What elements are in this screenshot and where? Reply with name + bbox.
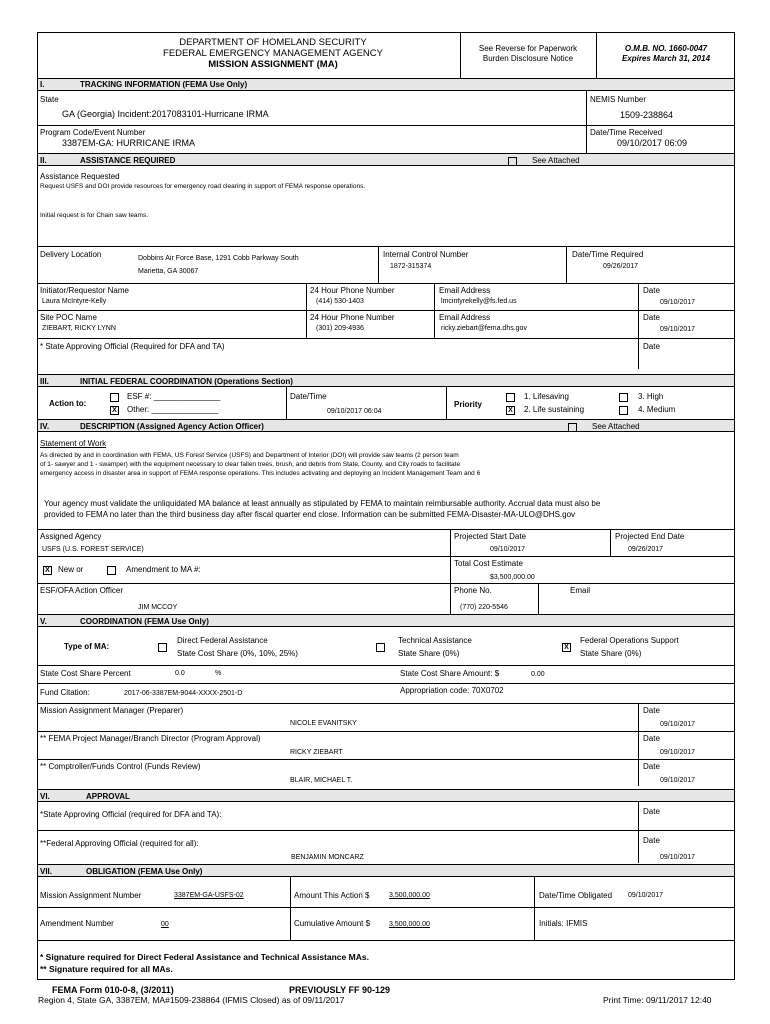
initiator-date-value: 09/10/2017 — [660, 299, 696, 306]
poc-date-value: 09/10/2017 — [660, 326, 696, 333]
section-vii-number: VII. — [40, 867, 53, 876]
sow-line1: As directed by and in coordination with FEMA, US Forest Service (USFS) and Department of Interior (DOI) will provide saw teams (2 person team — [40, 452, 459, 459]
cumulative-amount-value: 3,500,000.00 — [389, 921, 430, 928]
priority-high-label: 3. High — [638, 392, 664, 401]
section-i-title: TRACKING INFORMATION (FEMA Use Only) — [80, 80, 248, 89]
omb-expires: Expires March 31, 2014 — [621, 54, 711, 63]
section-iii-number: III. — [40, 377, 49, 386]
esf-checkbox[interactable] — [110, 393, 119, 402]
received-label: Date/Time Received — [590, 128, 663, 137]
total-cost-label: Total Cost Estimate — [454, 559, 523, 568]
icn-label: Internal Control Number — [383, 250, 469, 259]
program-value: 3387EM-GA: HURRICANE IRMA — [62, 138, 196, 148]
state-official-date-label: Date — [643, 342, 660, 351]
priority-high-checkbox[interactable] — [619, 393, 628, 402]
start-date-value: 09/10/2017 — [490, 546, 526, 553]
nemis-value: 1509-238864 — [620, 110, 674, 120]
ma-number-value: 3387EM-GA-USFS-02 — [174, 892, 244, 899]
priority-lifesustaining-checkbox[interactable] — [506, 406, 515, 415]
pm-date-value: 09/10/2017 — [660, 749, 696, 756]
cost-share-percent-value: 0.0 — [175, 670, 185, 677]
mam-label: Mission Assignment Manager (Preparer) — [40, 706, 184, 715]
initiator-email-value: lmcintyrekelly@fs.fed.us — [441, 298, 517, 305]
delivery-location-label: Delivery Location — [40, 250, 102, 259]
form-title: MISSION ASSIGNMENT (MA) — [208, 59, 338, 70]
state-official-label: * State Approving Official (Required for DFA and TA) — [40, 342, 225, 351]
total-cost-value: $3,500,000.00 — [490, 574, 535, 581]
fos-label-line1: Federal Operations Support — [580, 636, 679, 645]
appropriation-code: Appropriation code: 70X0702 — [400, 686, 504, 695]
ma-number-label: Mission Assignment Number — [40, 891, 142, 900]
ta-label-line1: Technical Assistance — [398, 636, 472, 645]
date-obligated-label: Date/Time Obligated — [539, 891, 613, 900]
omb-number: O.M.B. NO. 1660-0047 — [624, 44, 708, 53]
priority-medium-checkbox[interactable] — [619, 406, 628, 415]
region-line: Region 4, State GA, 3387EM, MA#1509-238864 (IFMIS Closed) as of 09/11/2017 — [38, 995, 345, 1005]
section-iv-number: IV. — [40, 422, 50, 431]
comptroller-label: ** Comptroller/Funds Control (Funds Review) — [40, 762, 201, 771]
priority-label: Priority — [454, 400, 483, 409]
pm-label: ** FEMA Project Manager/Branch Director (Program Approval) — [40, 734, 261, 743]
program-label: Program Code/Event Number — [40, 128, 146, 137]
assigned-agency-value: USFS (U.S. FOREST SERVICE) — [42, 546, 144, 553]
section-vi-header — [38, 789, 734, 802]
priority-medium-label: 4. Medium — [638, 405, 676, 414]
pm-date-label: Date — [643, 734, 660, 743]
sow-line2: of 1- sawyer and 1 - swamper) with the equipment necessary to clear fallen trees, brush, and debris from State, County, and City roads to facilitate — [40, 461, 461, 468]
dfa-checkbox[interactable] — [158, 643, 167, 652]
fund-citation-value: 2017-06-3387EM-9044-XXXX-2501-D — [124, 690, 243, 697]
action-officer-value: JIM MCCOY — [138, 604, 178, 611]
date-required-label: Date/Time Required — [572, 250, 644, 259]
dfa-label-line1: Direct Federal Assistance — [177, 636, 268, 645]
state-approving-date-label: Date — [643, 807, 660, 816]
cost-share-percent-label: State Cost Share Percent — [40, 669, 131, 678]
header-dept: DEPARTMENT OF HOMELAND SECURITY — [179, 37, 367, 48]
pm-value: RICKY ZIEBART — [290, 749, 343, 756]
new-ma-label: New or — [58, 565, 84, 574]
fos-checkbox[interactable] — [562, 643, 571, 652]
state-label: State — [40, 95, 59, 104]
new-ma-checkbox[interactable] — [43, 566, 52, 575]
section-ii-title: ASSISTANCE REQUIRED — [80, 156, 176, 165]
initials-label: Initials: IFMIS — [539, 919, 588, 928]
amount-action-label: Amount This Action $ — [294, 891, 370, 900]
assistance-requested-label: Assistance Requested — [40, 172, 120, 181]
end-date-value: 09/26/2017 — [628, 546, 664, 553]
header-agency: FEDERAL EMERGENCY MANAGEMENT AGENCY — [163, 48, 383, 59]
sow-label: Statement of Work — [40, 439, 107, 448]
poc-email-value: ricky.ziebart@fema.dhs.gov — [441, 325, 527, 332]
site-poc-label: Site POC Name — [40, 313, 97, 322]
officer-phone-value: (770) 220-5546 — [460, 604, 508, 611]
amendment-number-value: 00 — [161, 921, 169, 928]
amount-action-value: 3,500,000.00 — [389, 892, 430, 899]
icn-value: 1872-315374 — [390, 263, 432, 270]
cost-share-percent-sign: % — [215, 670, 222, 677]
initiator-email-label: Email Address — [439, 286, 491, 295]
federal-approving-label: **Federal Approving Official (required for all): — [40, 839, 199, 848]
end-date-label: Projected End Date — [615, 532, 685, 541]
priority-lifesustaining-label: 2. Life sustaining — [524, 405, 585, 414]
cost-share-amount-label: State Cost Share Amount: $ — [400, 669, 500, 678]
state-approving-label: *State Approving Official (required for DFA and TA): — [40, 810, 222, 819]
description-see-attached-checkbox[interactable] — [568, 423, 577, 432]
federal-approving-date-label: Date — [643, 836, 660, 845]
start-date-label: Projected Start Date — [454, 532, 527, 541]
poc-phone-label: 24 Hour Phone Number — [310, 313, 395, 322]
poc-email-label: Email Address — [439, 313, 491, 322]
initiator-date-label: Date — [643, 286, 660, 295]
officer-phone-label: Phone No. — [454, 586, 492, 595]
other-label: Other: _______________ — [127, 405, 219, 414]
federal-approving-date-value: 09/10/2017 — [660, 854, 696, 861]
date-required-value: 09/26/2017 — [603, 263, 639, 270]
initiator-value: Laura McIntyre-Kelly — [42, 298, 107, 305]
cost-share-amount-value: 0.00 — [531, 671, 545, 678]
esf-label: ESF #: _______________ — [127, 392, 221, 401]
notice-line2: provided to FEMA no later than the third business day after fiscal quarter end close. Information can be submitted FEMA-Disaster-MA-ULO@DHS.gov — [44, 510, 576, 519]
cumulative-amount-label: Cumulative Amount $ — [294, 919, 371, 928]
received-value: 09/10/2017 06:09 — [617, 138, 688, 148]
previously: PREVIOUSLY FF 90-129 — [289, 985, 391, 995]
sow-line3: emergency access in disaster area in support of FEMA response operations. This includes activating and deploying an Incident Management Team and 6 — [40, 470, 481, 477]
site-poc-value: ZIEBART, RICKY LYNN — [42, 325, 116, 332]
comptroller-date-value: 09/10/2017 — [660, 777, 696, 784]
footnote-1: * Signature required for Direct Federal Assistance and Technical Assistance MAs. — [40, 952, 369, 962]
mam-date-value: 09/10/2017 — [660, 721, 696, 728]
assigned-agency-label: Assigned Agency — [40, 532, 102, 541]
dfa-label-line2: State Cost Share (0%, 10%, 25%) — [177, 649, 298, 658]
amendment-number-label: Amendment Number — [40, 919, 114, 928]
paperwork-line1: See Reverse for Paperwork — [478, 44, 578, 53]
section-vi-number: VI. — [40, 792, 50, 801]
officer-email-label: Email — [570, 586, 591, 595]
action-to-label: Action to: — [49, 399, 87, 408]
comptroller-date-label: Date — [643, 762, 660, 771]
priority-lifesaving-label: 1. Lifesaving — [524, 392, 569, 401]
state-value: GA (Georgia) Incident:2017083101-Hurricane IRMA — [62, 109, 269, 119]
print-time: Print Time: 09/11/2017 12:40 — [603, 995, 712, 1005]
assistance-requested-text: Request USFS and DOI provide resources for emergency road clearing in support of FEMA response operations. — [40, 183, 366, 190]
section-iv-title: DESCRIPTION (Assigned Agency Action Officer) — [80, 422, 264, 431]
description-see-attached-label: See Attached — [592, 422, 640, 431]
notice-line1: Your agency must validate the unliquidated MA balance at least annually as stipulated by FEMA to maintain reimbursable authority. Accrual data must also be — [44, 499, 601, 508]
footnote-2: ** Signature required for all MAs. — [40, 964, 173, 974]
nemis-label: NEMIS Number — [590, 95, 647, 104]
delivery-location-line1: Dobbins Air Force Base, 1291 Cobb Parkway South — [138, 255, 299, 262]
section-iii-title: INITIAL FEDERAL COORDINATION (Operations Section) — [80, 377, 293, 386]
poc-phone-value: (301) 209-4936 — [316, 325, 364, 332]
fund-citation-label: Fund Citation: — [40, 688, 90, 697]
initial-datetime-value: 09/10/2017 06:04 — [327, 408, 382, 415]
amendment-checkbox[interactable] — [107, 566, 116, 575]
federal-approving-value: BENJAMIN MONCARZ — [291, 854, 364, 861]
section-vii-title: OBLIGATION (FEMA Use Only) — [86, 867, 203, 876]
initiator-phone-label: 24 Hour Phone Number — [310, 286, 395, 295]
comptroller-value: BLAIR, MICHAEL T. — [290, 777, 353, 784]
type-of-ma-label: Type of MA: — [64, 642, 110, 651]
assistance-see-attached-label: See Attached — [532, 156, 580, 165]
delivery-location-line2: Marietta, GA 30067 — [138, 268, 199, 275]
initial-datetime-label: Date/Time — [290, 392, 327, 401]
amendment-label: Amendment to MA #: — [126, 565, 201, 574]
paperwork-line2: Burden Disclosure Notice — [482, 54, 574, 63]
ta-label-line2: State Share (0%) — [398, 649, 460, 658]
section-i-number: I. — [40, 80, 45, 89]
section-v-title: COORDINATION (FEMA Use Only) — [80, 617, 209, 626]
priority-lifesaving-checkbox[interactable] — [506, 393, 515, 402]
other-checkbox[interactable] — [110, 406, 119, 415]
date-obligated-value: 09/10/2017 — [628, 892, 664, 899]
fos-label-line2: State Share (0%) — [580, 649, 642, 658]
ta-checkbox[interactable] — [376, 643, 385, 652]
mam-value: NICOLE EVANITSKY — [290, 720, 357, 727]
poc-date-label: Date — [643, 313, 660, 322]
action-officer-label: ESF/OFA Action Officer — [40, 586, 123, 595]
initiator-label: Initiator/Requestor Name — [40, 286, 129, 295]
mam-date-label: Date — [643, 706, 660, 715]
assistance-initial-text: Initial request is for Chain saw teams. — [40, 212, 149, 219]
section-ii-number: II. — [40, 156, 47, 165]
section-v-number: V. — [40, 617, 47, 626]
assistance-see-attached-checkbox[interactable] — [508, 157, 517, 166]
form-number: FEMA Form 010-0-8, (3/2011) — [52, 985, 174, 995]
initiator-phone-value: (414) 530-1403 — [316, 298, 364, 305]
section-vi-title: APPROVAL — [86, 792, 130, 801]
